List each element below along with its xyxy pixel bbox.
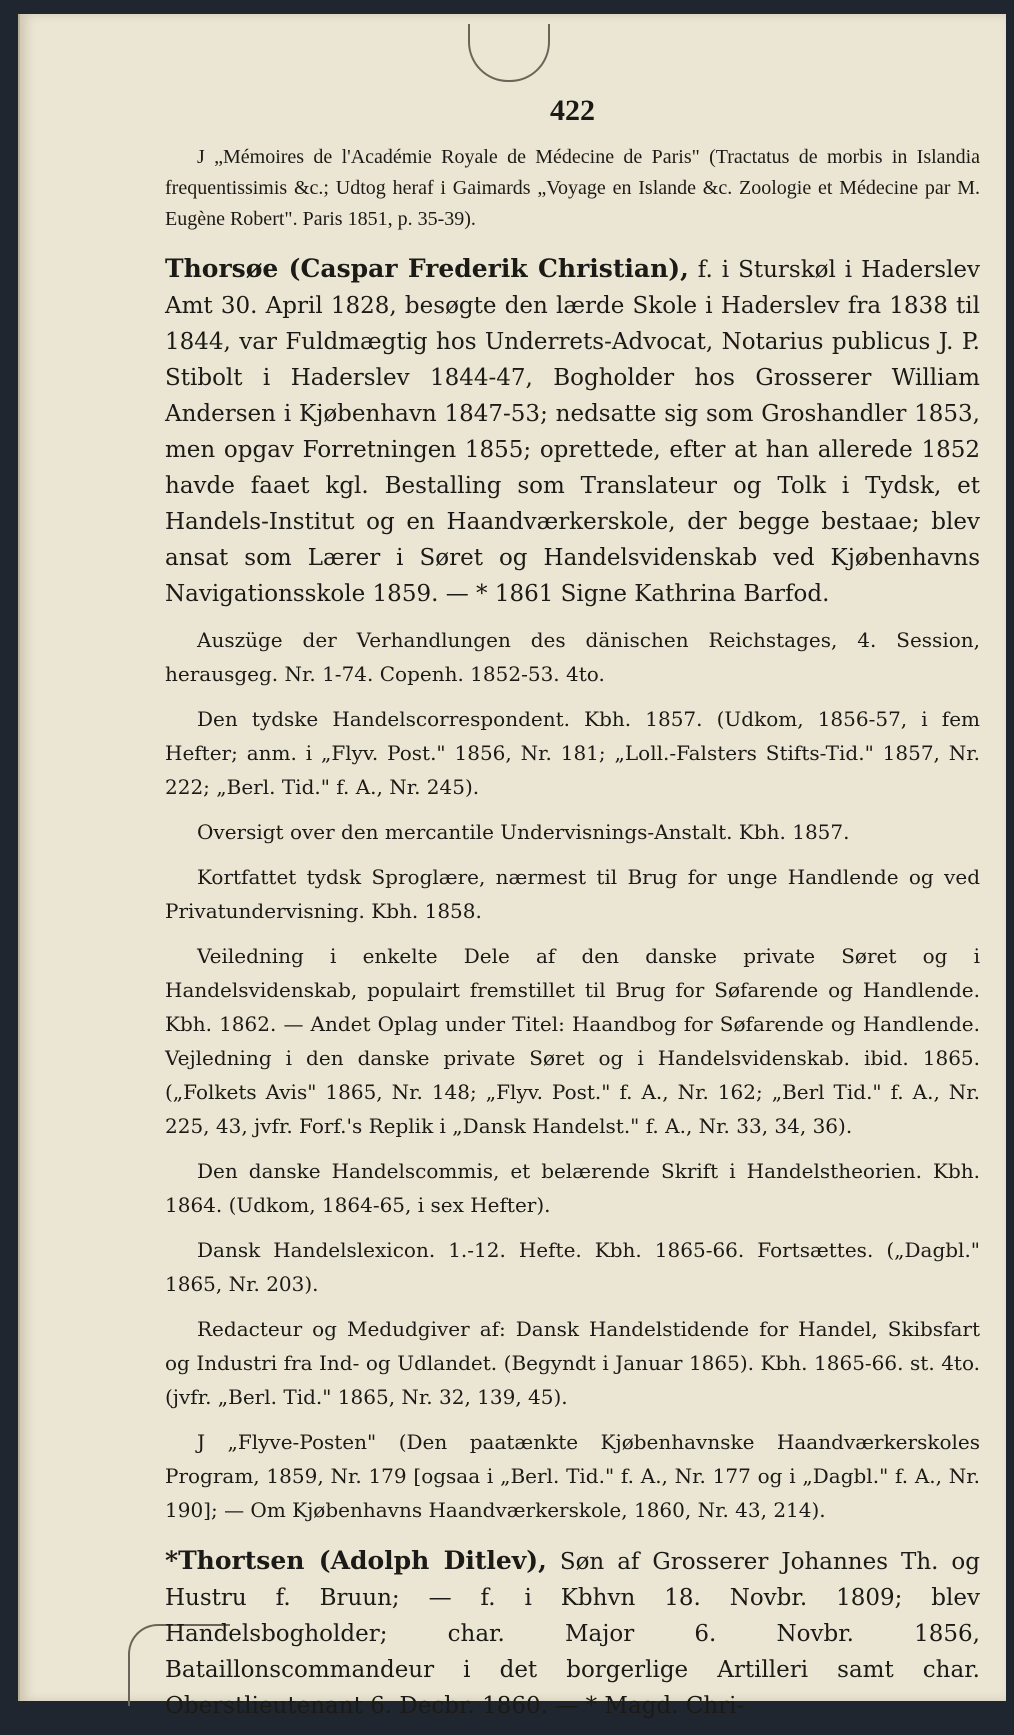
- entry-bio: f. i Sturskøl i Haderslev Amt 30. April 1828, besøgte den lærde Skole i Haderslev fra 1838 til 1844, var Fuldmægtig hos Underrets-Advocat, Notarius publicus J. P. Stibolt i Haderslev 1844-47, Bogholder hos Grosserer William Andersen i Kjøbenhavn 1847-53; nedsatte sig som Groshandler 1853, men opgav Forretningen 1855; oprettede, efter at han allerede 1852 havde faaet kgl. Bestalling som Translateur og Tolk i Tydsk, et Handels-Institut og en Haandværkerskole, der begge bestaae; blev ansat som Lærer i Søret og Handelsvidenskab ved Kjøbenhavns Navigationsskole 1859. — * 1861 Signe Kathrina Barfod.: [165, 257, 981, 607]
- work-item: Den danske Handelscommis, et belærende Skrift i Handelstheorien. Kbh. 1864. (Udkom, 1864-65, i sex Hefter).: [165, 1159, 980, 1217]
- entry-name: Thorsøe (Caspar Frederik Christian),: [165, 254, 689, 283]
- entry-thorsoe: [165, 251, 980, 612]
- page-content: [165, 94, 980, 1735]
- work-item: J „Flyve-Posten" (Den paatænkte Kjøbenhavnske Haandværkerskoles Program, 1859, Nr. 179 [ogsaa i „Berl. Tid." f. A., Nr. 177 og i „Dagbl." f. A., Nr. 190]; — Om Kjøbenhavns Haandværkerskole, 1860, Nr. 43, 214).: [165, 1430, 980, 1522]
- work-item: Auszüge der Verhandlungen des dänischen Reichstages, 4. Session, herausgeg. Nr. 1-74. Copenh. 1852-53. 4to.: [165, 628, 980, 686]
- page-number: 422: [550, 94, 595, 127]
- work-item: Den tydske Handelscorrespondent. Kbh. 1857. (Udkom, 1856-57, i fem Hefter; anm. i „Flyv. Post." 1856, Nr. 181; „Loll.-Falsters Stifts-Tid." 1857, Nr. 222; „Berl. Tid." f. A., Nr. 245).: [165, 707, 980, 799]
- work-item: Veiledning i enkelte Dele af den danske private Søret og i Handelsvidenskab, populairt fremstillet til Brug for Søfarende og Handlende. Kbh. 1862. — Andet Oplag under Titel: Haandbog for Søfarende og Handlende. Vejledning i den danske private Søret og i Handelsvidenskab. ibid. 1865. („Folkets Avis" 1865, Nr. 148; „Flyv. Post." f. A., Nr. 162; „Berl Tid." f. A., Nr. 225, 43, jvfr. Forf.'s Replik i „Dansk Handelst." f. A., Nr. 33, 34, 36).: [165, 944, 980, 1138]
- intro-paragraph: J „Mémoires de l'Académie Royale de Médecine de Paris" (Tractatus de morbis in Islandia frequentissimis &c.; Udtog heraf i Gaimards „Voyage en Islande &c. Zoologie et Médecine par M. Eugène Robert". Paris 1851, p. 35-39).: [165, 146, 980, 230]
- book-page: [18, 14, 1006, 1719]
- entry-bio: Søn af Grosserer Johannes Th. og Hustru f. Bruun; — f. i Kbhvn 18. Novbr. 1809; blev Handelsbogholder; char. Major 6. Novbr. 1856, Bataillonscommandeur i det borgerlige Artilleri samt char. Oberstlieutenant 6. Decbr. 1860. — * Magd. Chri-: [165, 1549, 980, 1719]
- page-tab-mark: [468, 24, 550, 82]
- entry-thortsen: [165, 1543, 980, 1724]
- work-item: Kortfattet tydsk Sproglære, nærmest til Brug for unge Handlende og ved Privatundervisning. Kbh. 1858.: [165, 865, 980, 923]
- entry-name: *Thortsen (Adolph Ditlev),: [165, 1546, 547, 1575]
- work-item: Dansk Handelslexicon. 1.-12. Hefte. Kbh. 1865-66. Fortsættes. („Dagbl." 1865, Nr. 203).: [165, 1238, 980, 1296]
- work-item: Redacteur og Medudgiver af: Dansk Handelstidende for Handel, Skibsfart og Industri fra Ind- og Udlandet. (Begyndt i Januar 1865). Kbh. 1865-66. st. 4to. (jvfr. „Berl. Tid." 1865, Nr. 32, 139, 45).: [165, 1317, 980, 1409]
- work-item: Oversigt over den mercantile Undervisnings-Anstalt. Kbh. 1857.: [197, 820, 850, 844]
